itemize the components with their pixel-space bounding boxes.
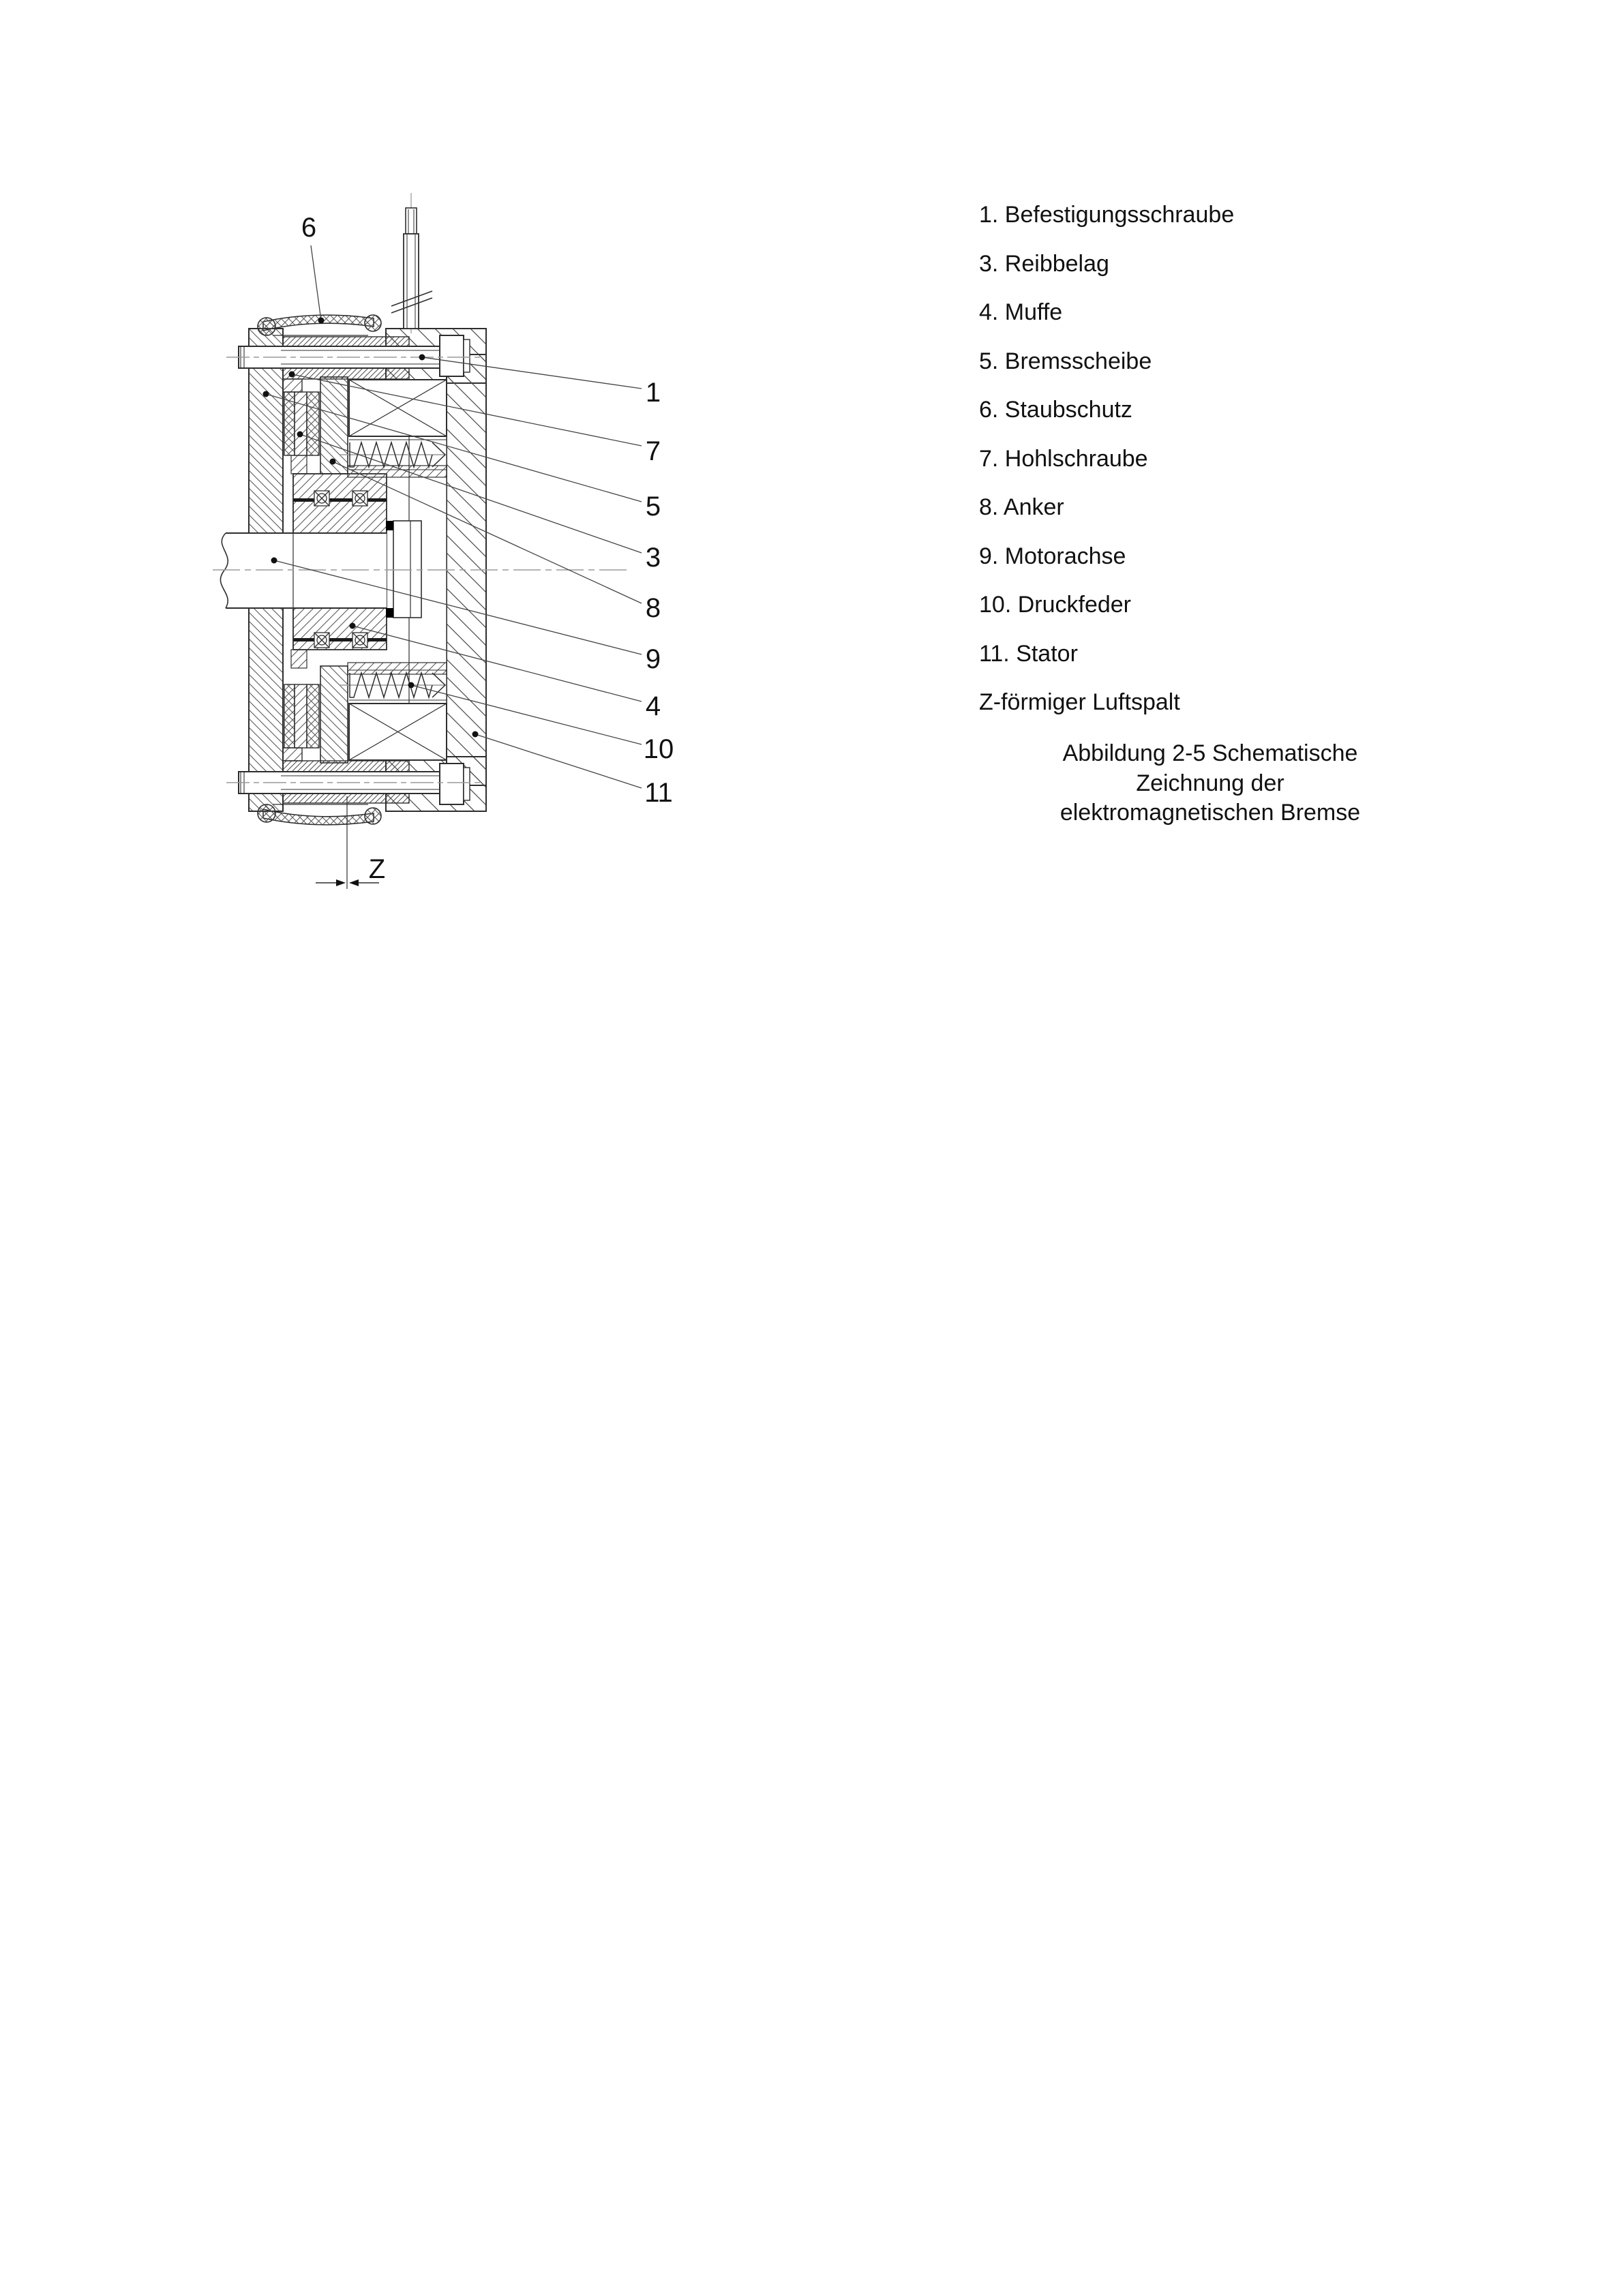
- callout-10: 10: [643, 734, 674, 764]
- callout-6: 6: [301, 213, 317, 243]
- legend-item-11: 11. Stator: [979, 640, 1078, 667]
- drum-and-airgap: [386, 521, 421, 618]
- legend-item-6: 6. Staubschutz: [979, 397, 1132, 423]
- legend-item-4: 4. Muffe: [979, 299, 1063, 325]
- callout-11: 11: [644, 778, 673, 808]
- callout-5: 5: [645, 492, 661, 522]
- legend-item-3: 3. Reibbelag: [979, 250, 1109, 277]
- cable-terminal: [391, 193, 432, 335]
- legend-item-9: 9. Motorachse: [979, 543, 1126, 569]
- legend-item-8: 8. Anker: [979, 494, 1064, 520]
- caption-line-1: Abbildung 2-5 Schematische: [1062, 740, 1358, 766]
- callout-8: 8: [645, 593, 661, 623]
- callout-9: 9: [645, 644, 661, 674]
- caption-line-3: elektromagnetischen Bremse: [1059, 800, 1361, 826]
- figure-caption: [985, 739, 1435, 828]
- legend-item-7: 7. Hohlschraube: [979, 445, 1148, 472]
- legend-item-5: 5. Bremsscheibe: [979, 348, 1152, 374]
- hub-key-line-top: [293, 498, 387, 502]
- air-gap-marker-bottom: [386, 608, 393, 618]
- hub-key-line-bottom: [293, 638, 387, 641]
- callout-7: 7: [645, 436, 661, 466]
- air-gap-marker-top: [386, 521, 393, 530]
- callout-1: 1: [645, 378, 661, 408]
- callout-3: 3: [645, 543, 661, 573]
- caption-line-2: Zeichnung der: [1136, 770, 1284, 796]
- legend-item-z: Z-förmiger Luftspalt: [979, 689, 1180, 715]
- callout-4: 4: [645, 691, 661, 721]
- legend-item-1: 1. Befestigungsschraube: [979, 202, 1235, 228]
- legend-list: [979, 191, 1234, 727]
- legend-item-10: 10. Druckfeder: [979, 592, 1131, 618]
- dimension-label-z: Z: [368, 854, 386, 884]
